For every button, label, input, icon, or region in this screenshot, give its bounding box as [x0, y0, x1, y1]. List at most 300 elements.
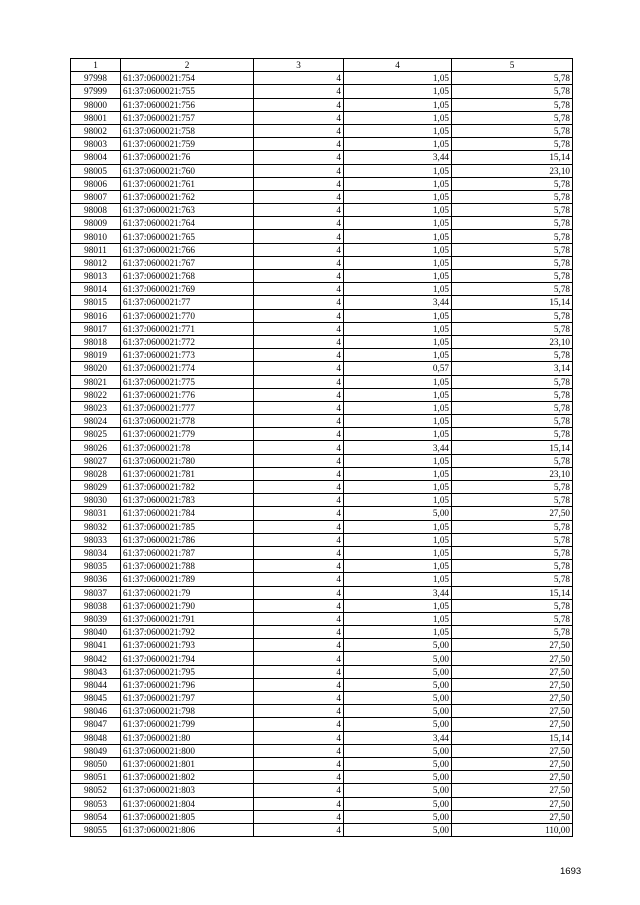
- column-4-value: 1,05: [344, 190, 452, 203]
- column-3-value: 4: [254, 546, 344, 559]
- table-row: [71, 599, 573, 612]
- column-5-value: 15,14: [452, 151, 573, 164]
- table-row: [71, 138, 573, 151]
- column-3-value: 4: [254, 494, 344, 507]
- row-number: 98038: [71, 599, 121, 612]
- column-5-value: 5,78: [452, 388, 573, 401]
- row-number: 98047: [71, 718, 121, 731]
- row-number: 98034: [71, 546, 121, 559]
- column-4-value: 3,44: [344, 296, 452, 309]
- table-row: [71, 744, 573, 757]
- column-5-value: 5,78: [452, 204, 573, 217]
- table-row: [71, 573, 573, 586]
- column-4-value: 1,05: [344, 454, 452, 467]
- cadastral-number: 61:37:0600021:756: [121, 98, 254, 111]
- column-5-value: 5,78: [452, 72, 573, 85]
- table-row: [71, 98, 573, 111]
- row-number: 98031: [71, 507, 121, 520]
- column-3-value: 4: [254, 190, 344, 203]
- row-number: 98023: [71, 401, 121, 414]
- column-5-value: 15,14: [452, 296, 573, 309]
- table-row: [71, 217, 573, 230]
- column-3-value: 4: [254, 441, 344, 454]
- row-number: 98005: [71, 164, 121, 177]
- column-3-value: 4: [254, 678, 344, 691]
- column-4-value: 5,00: [344, 678, 452, 691]
- row-number: 98020: [71, 362, 121, 375]
- cadastral-number: 61:37:0600021:771: [121, 322, 254, 335]
- column-5-value: 15,14: [452, 586, 573, 599]
- row-number: 97999: [71, 85, 121, 98]
- column-4-value: 1,05: [344, 481, 452, 494]
- row-number: 98010: [71, 230, 121, 243]
- cadastral-number: 61:37:0600021:80: [121, 731, 254, 744]
- column-4-value: 5,00: [344, 692, 452, 705]
- column-4-value: 1,05: [344, 401, 452, 414]
- table-row: [71, 388, 573, 401]
- cadastral-number: 61:37:0600021:774: [121, 362, 254, 375]
- column-3-value: 4: [254, 599, 344, 612]
- table-row: [71, 560, 573, 573]
- table-row: [71, 810, 573, 823]
- row-number: 98006: [71, 177, 121, 190]
- row-number: 98036: [71, 573, 121, 586]
- cadastral-number: 61:37:0600021:782: [121, 481, 254, 494]
- column-4-value: 1,05: [344, 599, 452, 612]
- table-row: [71, 349, 573, 362]
- column-3-value: 4: [254, 270, 344, 283]
- row-number: 98015: [71, 296, 121, 309]
- column-3-value: 4: [254, 217, 344, 230]
- column-5-value: 3,14: [452, 362, 573, 375]
- cadastral-number: 61:37:0600021:766: [121, 243, 254, 256]
- cadastral-number: 61:37:0600021:788: [121, 560, 254, 573]
- column-5-value: 5,78: [452, 138, 573, 151]
- column-4-value: 1,05: [344, 349, 452, 362]
- column-4-value: 5,00: [344, 665, 452, 678]
- column-3-value: 4: [254, 388, 344, 401]
- column-3-value: 4: [254, 507, 344, 520]
- column-3-value: 4: [254, 85, 344, 98]
- cadastral-number: 61:37:0600021:791: [121, 612, 254, 625]
- column-5-value: 27,50: [452, 771, 573, 784]
- column-3-value: 4: [254, 349, 344, 362]
- column-3-value: 4: [254, 692, 344, 705]
- row-number: 98009: [71, 217, 121, 230]
- column-5-value: 27,50: [452, 757, 573, 770]
- row-number: 98019: [71, 349, 121, 362]
- column-4-value: 1,05: [344, 494, 452, 507]
- table-row: [71, 797, 573, 810]
- cadastral-number: 61:37:0600021:769: [121, 283, 254, 296]
- cadastral-number: 61:37:0600021:758: [121, 124, 254, 137]
- column-5-value: 27,50: [452, 810, 573, 823]
- cadastral-number: 61:37:0600021:799: [121, 718, 254, 731]
- column-5-value: 15,14: [452, 441, 573, 454]
- column-3-value: 4: [254, 560, 344, 573]
- table-row: [71, 296, 573, 309]
- row-number: 97998: [71, 72, 121, 85]
- column-3-value: 4: [254, 296, 344, 309]
- cadastral-number: 61:37:0600021:792: [121, 626, 254, 639]
- table-row: [71, 362, 573, 375]
- cadastral-number: 61:37:0600021:77: [121, 296, 254, 309]
- row-number: 98024: [71, 415, 121, 428]
- cadastral-number: 61:37:0600021:781: [121, 467, 254, 480]
- table-row: [71, 85, 573, 98]
- table-row: [71, 612, 573, 625]
- column-4-value: 5,00: [344, 810, 452, 823]
- cadastral-number: 61:37:0600021:768: [121, 270, 254, 283]
- column-5-value: 5,78: [452, 428, 573, 441]
- column-3-value: 4: [254, 243, 344, 256]
- column-3-value: 4: [254, 230, 344, 243]
- column-3-value: 4: [254, 204, 344, 217]
- cadastral-number: 61:37:0600021:761: [121, 177, 254, 190]
- table-row: [71, 230, 573, 243]
- cadastral-number: 61:37:0600021:797: [121, 692, 254, 705]
- table-row: [71, 665, 573, 678]
- column-4-value: 1,05: [344, 467, 452, 480]
- column-3-value: 4: [254, 467, 344, 480]
- column-4-value: 3,44: [344, 441, 452, 454]
- column-4-value: 1,05: [344, 72, 452, 85]
- row-number: 98040: [71, 626, 121, 639]
- table-row: [71, 401, 573, 414]
- cadastral-number: 61:37:0600021:762: [121, 190, 254, 203]
- column-4-value: 1,05: [344, 388, 452, 401]
- column-5-value: 5,78: [452, 283, 573, 296]
- column-4-value: 5,00: [344, 507, 452, 520]
- column-3-value: 4: [254, 757, 344, 770]
- table-row: [71, 692, 573, 705]
- row-number: 98001: [71, 111, 121, 124]
- table-row: [71, 177, 573, 190]
- column-5-value: 27,50: [452, 678, 573, 691]
- column-3-value: 4: [254, 652, 344, 665]
- column-3-value: 4: [254, 665, 344, 678]
- cadastral-number: 61:37:0600021:793: [121, 639, 254, 652]
- column-4-value: 1,05: [344, 98, 452, 111]
- row-number: 98051: [71, 771, 121, 784]
- cadastral-number: 61:37:0600021:776: [121, 388, 254, 401]
- column-3-value: 4: [254, 335, 344, 348]
- row-number: 98011: [71, 243, 121, 256]
- column-5-value: 5,78: [452, 401, 573, 414]
- table-row: [71, 626, 573, 639]
- cadastral-number: 61:37:0600021:785: [121, 520, 254, 533]
- row-number: 98050: [71, 757, 121, 770]
- column-3-value: 4: [254, 797, 344, 810]
- cadastral-number: 61:37:0600021:784: [121, 507, 254, 520]
- column-3-value: 4: [254, 626, 344, 639]
- row-number: 98054: [71, 810, 121, 823]
- column-3-value: 4: [254, 784, 344, 797]
- column-5-value: 27,50: [452, 744, 573, 757]
- table-row: [71, 415, 573, 428]
- column-5-value: 5,78: [452, 177, 573, 190]
- column-5-value: 15,14: [452, 731, 573, 744]
- column-3-value: 4: [254, 138, 344, 151]
- row-number: 98046: [71, 705, 121, 718]
- column-3-value: 4: [254, 177, 344, 190]
- column-5-value: 27,50: [452, 639, 573, 652]
- row-number: 98055: [71, 823, 121, 836]
- row-number: 98000: [71, 98, 121, 111]
- column-3-value: 4: [254, 401, 344, 414]
- column-4-value: 5,00: [344, 784, 452, 797]
- column-3-value: 4: [254, 375, 344, 388]
- column-3-value: 4: [254, 111, 344, 124]
- table-row: [71, 823, 573, 836]
- cadastral-number: 61:37:0600021:805: [121, 810, 254, 823]
- column-5-value: 5,78: [452, 190, 573, 203]
- table-row: [71, 256, 573, 269]
- cadastral-number: 61:37:0600021:796: [121, 678, 254, 691]
- row-number: 98012: [71, 256, 121, 269]
- column-3-value: 4: [254, 283, 344, 296]
- table-row: [71, 151, 573, 164]
- column-4-value: 5,00: [344, 639, 452, 652]
- cadastral-number: 61:37:0600021:772: [121, 335, 254, 348]
- table-row: [71, 731, 573, 744]
- table-row: [71, 546, 573, 559]
- row-number: 98029: [71, 481, 121, 494]
- cadastral-number: 61:37:0600021:780: [121, 454, 254, 467]
- table-row: [71, 784, 573, 797]
- column-4-value: 1,05: [344, 124, 452, 137]
- cadastral-number: 61:37:0600021:800: [121, 744, 254, 757]
- column-3-value: 4: [254, 164, 344, 177]
- row-number: 98003: [71, 138, 121, 151]
- cadastral-number: 61:37:0600021:763: [121, 204, 254, 217]
- table-row: [71, 454, 573, 467]
- column-5-value: 27,50: [452, 665, 573, 678]
- column-3-value: 4: [254, 718, 344, 731]
- table-row: [71, 164, 573, 177]
- row-number: 98021: [71, 375, 121, 388]
- column-4-value: 1,05: [344, 309, 452, 322]
- column-5-value: 23,10: [452, 164, 573, 177]
- column-5-value: 5,78: [452, 533, 573, 546]
- column-4-value: 1,05: [344, 256, 452, 269]
- row-number: 98017: [71, 322, 121, 335]
- column-3-value: 4: [254, 72, 344, 85]
- column-header: 3: [254, 59, 344, 72]
- row-number: 98025: [71, 428, 121, 441]
- table-row: [71, 124, 573, 137]
- column-4-value: 1,05: [344, 533, 452, 546]
- table-row: [71, 757, 573, 770]
- column-3-value: 4: [254, 810, 344, 823]
- column-4-value: 1,05: [344, 612, 452, 625]
- column-4-value: 5,00: [344, 744, 452, 757]
- column-4-value: 1,05: [344, 217, 452, 230]
- column-4-value: 5,00: [344, 757, 452, 770]
- column-5-value: 5,78: [452, 98, 573, 111]
- column-5-value: 5,78: [452, 309, 573, 322]
- column-4-value: 1,05: [344, 85, 452, 98]
- cadastral-number: 61:37:0600021:777: [121, 401, 254, 414]
- column-5-value: 5,78: [452, 546, 573, 559]
- column-3-value: 4: [254, 454, 344, 467]
- column-5-value: 5,78: [452, 111, 573, 124]
- table-row: [71, 494, 573, 507]
- column-4-value: 1,05: [344, 573, 452, 586]
- table-row: [71, 190, 573, 203]
- column-5-value: 5,78: [452, 217, 573, 230]
- column-3-value: 4: [254, 573, 344, 586]
- table-row: [71, 520, 573, 533]
- row-number: 98042: [71, 652, 121, 665]
- column-5-value: 5,78: [452, 454, 573, 467]
- column-3-value: 4: [254, 322, 344, 335]
- table-row: [71, 467, 573, 480]
- cadastral-number: 61:37:0600021:757: [121, 111, 254, 124]
- column-4-value: 1,05: [344, 204, 452, 217]
- column-3-value: 4: [254, 415, 344, 428]
- column-3-value: 4: [254, 362, 344, 375]
- row-number: 98013: [71, 270, 121, 283]
- column-4-value: 1,05: [344, 335, 452, 348]
- column-4-value: 1,05: [344, 322, 452, 335]
- cadastral-number: 61:37:0600021:803: [121, 784, 254, 797]
- column-5-value: 5,78: [452, 230, 573, 243]
- column-4-value: 5,00: [344, 797, 452, 810]
- column-5-value: 5,78: [452, 415, 573, 428]
- column-4-value: 1,05: [344, 243, 452, 256]
- column-4-value: 3,44: [344, 586, 452, 599]
- row-number: 98037: [71, 586, 121, 599]
- column-header: 4: [344, 59, 452, 72]
- column-5-value: 27,50: [452, 692, 573, 705]
- column-4-value: 1,05: [344, 415, 452, 428]
- table-row: [71, 111, 573, 124]
- column-3-value: 4: [254, 151, 344, 164]
- row-number: 98049: [71, 744, 121, 757]
- column-5-value: 110,00: [452, 823, 573, 836]
- table-row: [71, 283, 573, 296]
- column-4-value: 1,05: [344, 375, 452, 388]
- cadastral-number: 61:37:0600021:806: [121, 823, 254, 836]
- cadastral-number: 61:37:0600021:759: [121, 138, 254, 151]
- column-4-value: 3,44: [344, 731, 452, 744]
- column-4-value: 5,00: [344, 652, 452, 665]
- cadastral-number: 61:37:0600021:79: [121, 586, 254, 599]
- cadastral-number: 61:37:0600021:779: [121, 428, 254, 441]
- cadastral-number: 61:37:0600021:794: [121, 652, 254, 665]
- column-5-value: 5,78: [452, 322, 573, 335]
- column-4-value: 1,05: [344, 270, 452, 283]
- cadastral-number: 61:37:0600021:795: [121, 665, 254, 678]
- page-number: 1693: [560, 866, 582, 877]
- column-5-value: 5,78: [452, 256, 573, 269]
- row-number: 98007: [71, 190, 121, 203]
- cadastral-number: 61:37:0600021:773: [121, 349, 254, 362]
- column-3-value: 4: [254, 256, 344, 269]
- column-5-value: 23,10: [452, 335, 573, 348]
- column-5-value: 27,50: [452, 652, 573, 665]
- table-row: [71, 309, 573, 322]
- column-5-value: 23,10: [452, 467, 573, 480]
- cadastral-number: 61:37:0600021:787: [121, 546, 254, 559]
- column-3-value: 4: [254, 612, 344, 625]
- column-3-value: 4: [254, 771, 344, 784]
- table-row: [71, 322, 573, 335]
- column-4-value: 3,44: [344, 151, 452, 164]
- data-table: [70, 58, 573, 837]
- column-3-value: 4: [254, 98, 344, 111]
- column-5-value: 5,78: [452, 124, 573, 137]
- table-row: [71, 586, 573, 599]
- column-4-value: 1,05: [344, 560, 452, 573]
- row-number: 98035: [71, 560, 121, 573]
- column-4-value: 1,05: [344, 164, 452, 177]
- column-3-value: 4: [254, 586, 344, 599]
- column-5-value: 27,50: [452, 507, 573, 520]
- column-4-value: 5,00: [344, 718, 452, 731]
- column-3-value: 4: [254, 639, 344, 652]
- table-row: [71, 481, 573, 494]
- column-5-value: 5,78: [452, 270, 573, 283]
- column-5-value: 5,78: [452, 85, 573, 98]
- column-5-value: 5,78: [452, 375, 573, 388]
- row-number: 98022: [71, 388, 121, 401]
- column-4-value: 1,05: [344, 138, 452, 151]
- column-5-value: 5,78: [452, 520, 573, 533]
- table-row: [71, 507, 573, 520]
- column-4-value: 1,05: [344, 111, 452, 124]
- cadastral-number: 61:37:0600021:760: [121, 164, 254, 177]
- column-4-value: 1,05: [344, 230, 452, 243]
- cadastral-number: 61:37:0600021:78: [121, 441, 254, 454]
- column-3-value: 4: [254, 823, 344, 836]
- column-5-value: 27,50: [452, 797, 573, 810]
- column-4-value: 5,00: [344, 823, 452, 836]
- column-header: 5: [452, 59, 573, 72]
- column-3-value: 4: [254, 705, 344, 718]
- cadastral-number: 61:37:0600021:783: [121, 494, 254, 507]
- column-4-value: 0,57: [344, 362, 452, 375]
- column-4-value: 1,05: [344, 428, 452, 441]
- column-5-value: 5,78: [452, 481, 573, 494]
- row-number: 98002: [71, 124, 121, 137]
- column-4-value: 1,05: [344, 283, 452, 296]
- column-4-value: 1,05: [344, 626, 452, 639]
- column-5-value: 5,78: [452, 612, 573, 625]
- cadastral-number: 61:37:0600021:804: [121, 797, 254, 810]
- column-3-value: 4: [254, 428, 344, 441]
- table-row: [71, 270, 573, 283]
- cadastral-number: 61:37:0600021:755: [121, 85, 254, 98]
- cadastral-number: 61:37:0600021:790: [121, 599, 254, 612]
- column-3-value: 4: [254, 731, 344, 744]
- row-number: 98043: [71, 665, 121, 678]
- column-3-value: 4: [254, 533, 344, 546]
- row-number: 98032: [71, 520, 121, 533]
- cadastral-number: 61:37:0600021:786: [121, 533, 254, 546]
- row-number: 98026: [71, 441, 121, 454]
- column-5-value: 27,50: [452, 718, 573, 731]
- header-row: [71, 59, 573, 72]
- row-number: 98027: [71, 454, 121, 467]
- row-number: 98053: [71, 797, 121, 810]
- column-header: 1: [71, 59, 121, 72]
- table-row: [71, 533, 573, 546]
- row-number: 98048: [71, 731, 121, 744]
- table-row: [71, 375, 573, 388]
- column-4-value: 1,05: [344, 520, 452, 533]
